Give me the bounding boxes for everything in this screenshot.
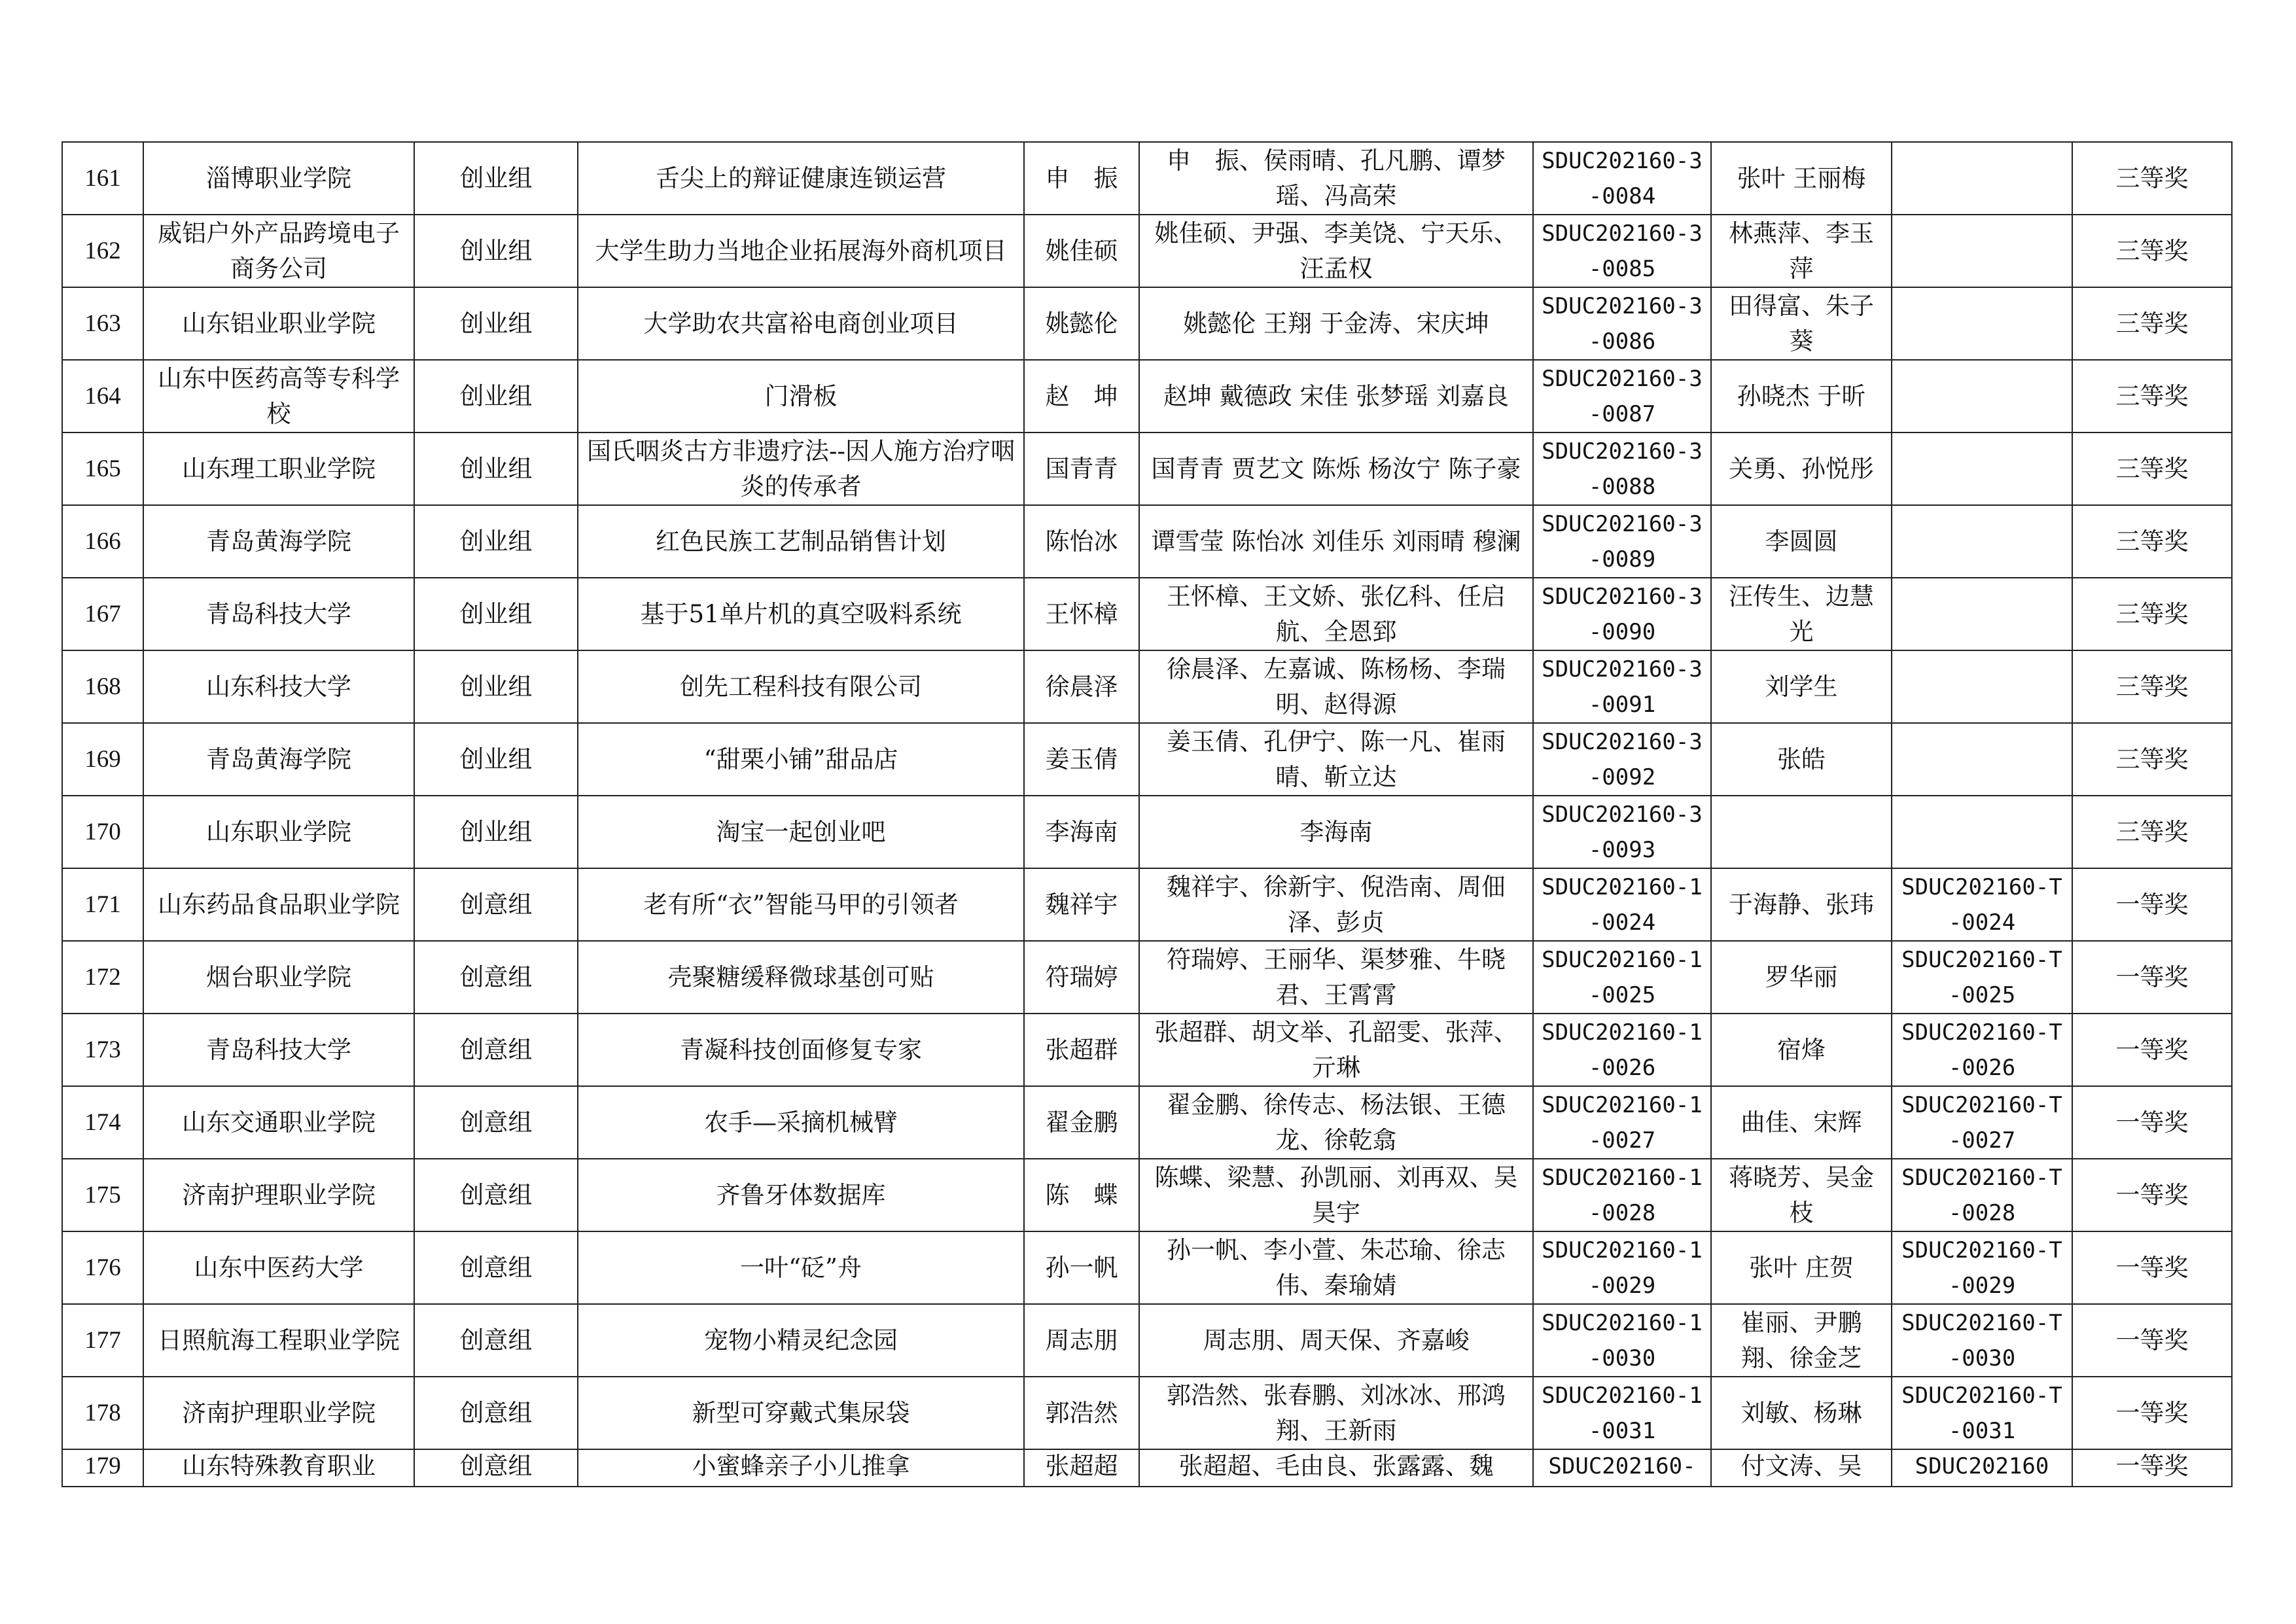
project-cell: 舌尖上的辩证健康连锁运营 [578, 142, 1024, 215]
advisor-code-cell: SDUC202160-T-0025 [1892, 941, 2072, 1014]
members-cell: 谭雪莹 陈怡冰 刘佳乐 刘雨晴 穆澜 [1139, 505, 1533, 578]
group-cell: 创意组 [414, 1449, 578, 1487]
leader-cell: 张超超 [1024, 1449, 1139, 1487]
advisor-cell: 宿烽 [1711, 1014, 1892, 1086]
project-cell: 宠物小精灵纪念园 [578, 1304, 1024, 1377]
project-code-cell: SDUC202160-1-0028 [1533, 1159, 1711, 1231]
award-cell: 三等奖 [2072, 432, 2232, 505]
members-cell: 国青青 贾艺文 陈烁 杨汝宁 陈子豪 [1139, 432, 1533, 505]
award-cell: 一等奖 [2072, 1159, 2232, 1231]
members-cell: 张超超、毛由良、张露露、魏 [1139, 1449, 1533, 1487]
school-cell: 青岛黄海学院 [143, 723, 414, 796]
members-cell: 符瑞婷、王丽华、渠梦雅、牛晓君、王霄霄 [1139, 941, 1533, 1014]
leader-cell: 符瑞婷 [1024, 941, 1139, 1014]
school-cell: 山东中医药大学 [143, 1231, 414, 1304]
group-cell: 创意组 [414, 1304, 578, 1377]
members-cell: 周志朋、周天保、齐嘉峻 [1139, 1304, 1533, 1377]
project-code-cell: SDUC202160-3-0092 [1533, 723, 1711, 796]
group-cell: 创业组 [414, 360, 578, 432]
group-cell: 创业组 [414, 578, 578, 650]
leader-cell: 国青青 [1024, 432, 1139, 505]
row-number-cell: 172 [62, 941, 143, 1014]
advisor-code-cell [1892, 723, 2072, 796]
project-cell: 青凝科技创面修复专家 [578, 1014, 1024, 1086]
leader-cell: 李海南 [1024, 796, 1139, 868]
project-cell: 齐鲁牙体数据库 [578, 1159, 1024, 1231]
project-code-cell: SDUC202160-1-0029 [1533, 1231, 1711, 1304]
row-number-cell: 173 [62, 1014, 143, 1086]
school-cell: 济南护理职业学院 [143, 1159, 414, 1231]
school-cell: 济南护理职业学院 [143, 1377, 414, 1449]
leader-cell: 孙一帆 [1024, 1231, 1139, 1304]
table-row [62, 1159, 2232, 1231]
school-cell: 淄博职业学院 [143, 142, 414, 215]
award-cell: 一等奖 [2072, 868, 2232, 941]
project-code-cell: SDUC202160-3-0088 [1533, 432, 1711, 505]
table-row [62, 1304, 2232, 1377]
advisor-code-cell: SDUC202160-T-0024 [1892, 868, 2072, 941]
project-cell: 壳聚糖缓释微球基创可贴 [578, 941, 1024, 1014]
group-cell: 创业组 [414, 796, 578, 868]
table-row [62, 360, 2232, 432]
award-cell: 一等奖 [2072, 1304, 2232, 1377]
leader-cell: 王怀樟 [1024, 578, 1139, 650]
row-number-cell: 171 [62, 868, 143, 941]
row-number-cell: 165 [62, 432, 143, 505]
advisor-code-cell [1892, 142, 2072, 215]
school-cell: 青岛科技大学 [143, 578, 414, 650]
row-number-cell: 161 [62, 142, 143, 215]
project-code-cell: SDUC202160-3-0091 [1533, 650, 1711, 723]
members-cell: 李海南 [1139, 796, 1533, 868]
project-cell: 一叶“砭”舟 [578, 1231, 1024, 1304]
members-cell: 翟金鹏、徐传志、杨法银、王德龙、徐乾翕 [1139, 1086, 1533, 1159]
award-cell: 三等奖 [2072, 650, 2232, 723]
row-number-cell: 179 [62, 1449, 143, 1487]
advisor-cell: 张叶 庄贺 [1711, 1231, 1892, 1304]
advisor-cell [1711, 796, 1892, 868]
project-cell: 红色民族工艺制品销售计划 [578, 505, 1024, 578]
group-cell: 创意组 [414, 868, 578, 941]
project-code-cell: SDUC202160-3-0084 [1533, 142, 1711, 215]
award-cell: 一等奖 [2072, 1231, 2232, 1304]
table-row [62, 215, 2232, 287]
project-cell: 大学助农共富裕电商创业项目 [578, 287, 1024, 360]
school-cell: 山东特殊教育职业 [143, 1449, 414, 1487]
award-cell: 一等奖 [2072, 1377, 2232, 1449]
leader-cell: 姚佳硕 [1024, 215, 1139, 287]
award-cell: 一等奖 [2072, 1086, 2232, 1159]
group-cell: 创业组 [414, 723, 578, 796]
project-cell: 创先工程科技有限公司 [578, 650, 1024, 723]
leader-cell: 魏祥宇 [1024, 868, 1139, 941]
advisor-cell: 崔丽、尹鹏翔、徐金芝 [1711, 1304, 1892, 1377]
school-cell: 山东交通职业学院 [143, 1086, 414, 1159]
group-cell: 创业组 [414, 432, 578, 505]
school-cell: 威铝户外产品跨境电子商务公司 [143, 215, 414, 287]
table-row [62, 578, 2232, 650]
advisor-code-cell [1892, 215, 2072, 287]
row-number-cell: 175 [62, 1159, 143, 1231]
table-row [62, 1231, 2232, 1304]
members-cell: 徐晨泽、左嘉诚、陈杨杨、李瑞明、赵得源 [1139, 650, 1533, 723]
school-cell: 烟台职业学院 [143, 941, 414, 1014]
table-row [62, 941, 2232, 1014]
table-row [62, 650, 2232, 723]
project-code-cell: SDUC202160-3-0090 [1533, 578, 1711, 650]
project-cell: 国氏咽炎古方非遗疗法--因人施方治疗咽炎的传承者 [578, 432, 1024, 505]
row-number-cell: 167 [62, 578, 143, 650]
leader-cell: 申 振 [1024, 142, 1139, 215]
table-row [62, 505, 2232, 578]
award-cell: 三等奖 [2072, 287, 2232, 360]
table-row [62, 1014, 2232, 1086]
project-cell: 淘宝一起创业吧 [578, 796, 1024, 868]
project-cell: 农手—采摘机械臂 [578, 1086, 1024, 1159]
group-cell: 创意组 [414, 1014, 578, 1086]
advisor-cell: 曲佳、宋辉 [1711, 1086, 1892, 1159]
advisor-cell: 于海静、张玮 [1711, 868, 1892, 941]
table-row [62, 1377, 2232, 1449]
row-number-cell: 166 [62, 505, 143, 578]
advisor-code-cell: SDUC202160-T-0030 [1892, 1304, 2072, 1377]
school-cell: 山东职业学院 [143, 796, 414, 868]
awards-table [62, 141, 2233, 1487]
group-cell: 创业组 [414, 505, 578, 578]
row-number-cell: 164 [62, 360, 143, 432]
project-cell: 老有所“衣”智能马甲的引领者 [578, 868, 1024, 941]
members-cell: 郭浩然、张春鹏、刘冰冰、邢鸿翔、王新雨 [1139, 1377, 1533, 1449]
advisor-code-cell [1892, 432, 2072, 505]
project-code-cell: SDUC202160- [1533, 1449, 1711, 1487]
advisor-code-cell [1892, 650, 2072, 723]
table-row [62, 142, 2232, 215]
row-number-cell: 162 [62, 215, 143, 287]
advisor-code-cell: SDUC202160-T-0028 [1892, 1159, 2072, 1231]
members-cell: 张超群、胡文举、孔韶雯、张萍、亓琳 [1139, 1014, 1533, 1086]
award-cell: 一等奖 [2072, 941, 2232, 1014]
advisor-cell: 林燕萍、李玉萍 [1711, 215, 1892, 287]
group-cell: 创意组 [414, 1231, 578, 1304]
members-cell: 姜玉倩、孔伊宁、陈一凡、崔雨晴、靳立达 [1139, 723, 1533, 796]
table-row [62, 1449, 2232, 1487]
award-cell: 三等奖 [2072, 215, 2232, 287]
table-row [62, 723, 2232, 796]
advisor-cell: 刘学生 [1711, 650, 1892, 723]
award-cell: 三等奖 [2072, 796, 2232, 868]
school-cell: 山东科技大学 [143, 650, 414, 723]
members-cell: 陈蝶、梁慧、孙凯丽、刘再双、吴昊宇 [1139, 1159, 1533, 1231]
table-row [62, 287, 2232, 360]
project-cell: 小蜜蜂亲子小儿推拿 [578, 1449, 1024, 1487]
leader-cell: 徐晨泽 [1024, 650, 1139, 723]
table-row [62, 1086, 2232, 1159]
award-cell: 三等奖 [2072, 360, 2232, 432]
advisor-code-cell [1892, 578, 2072, 650]
leader-cell: 陈怡冰 [1024, 505, 1139, 578]
project-code-cell: SDUC202160-1-0031 [1533, 1377, 1711, 1449]
row-number-cell: 174 [62, 1086, 143, 1159]
row-number-cell: 170 [62, 796, 143, 868]
members-cell: 姚懿伦 王翔 于金涛、宋庆坤 [1139, 287, 1533, 360]
school-cell: 青岛黄海学院 [143, 505, 414, 578]
project-code-cell: SDUC202160-3-0086 [1533, 287, 1711, 360]
row-number-cell: 169 [62, 723, 143, 796]
members-cell: 魏祥宇、徐新宇、倪浩南、周佃泽、彭贞 [1139, 868, 1533, 941]
project-cell: 基于51单片机的真空吸料系统 [578, 578, 1024, 650]
group-cell: 创意组 [414, 1377, 578, 1449]
project-cell: 新型可穿戴式集尿袋 [578, 1377, 1024, 1449]
project-code-cell: SDUC202160-1-0024 [1533, 868, 1711, 941]
leader-cell: 郭浩然 [1024, 1377, 1139, 1449]
row-number-cell: 163 [62, 287, 143, 360]
group-cell: 创意组 [414, 941, 578, 1014]
school-cell: 日照航海工程职业学院 [143, 1304, 414, 1377]
advisor-cell: 李圆圆 [1711, 505, 1892, 578]
school-cell: 山东药品食品职业学院 [143, 868, 414, 941]
leader-cell: 陈 蝶 [1024, 1159, 1139, 1231]
award-cell: 三等奖 [2072, 723, 2232, 796]
advisor-code-cell [1892, 505, 2072, 578]
table-row [62, 432, 2232, 505]
group-cell: 创业组 [414, 215, 578, 287]
members-cell: 姚佳硕、尹强、李美饶、宁天乐、汪孟权 [1139, 215, 1533, 287]
award-cell: 三等奖 [2072, 578, 2232, 650]
leader-cell: 赵 坤 [1024, 360, 1139, 432]
members-cell: 申 振、侯雨晴、孔凡鹏、谭梦瑶、冯高荣 [1139, 142, 1533, 215]
advisor-cell: 刘敏、杨琳 [1711, 1377, 1892, 1449]
advisor-cell: 蒋晓芳、吴金枝 [1711, 1159, 1892, 1231]
leader-cell: 翟金鹏 [1024, 1086, 1139, 1159]
group-cell: 创业组 [414, 287, 578, 360]
advisor-code-cell: SDUC202160-T-0026 [1892, 1014, 2072, 1086]
leader-cell: 姜玉倩 [1024, 723, 1139, 796]
members-cell: 王怀樟、王文娇、张亿科、任启航、全恩郅 [1139, 578, 1533, 650]
advisor-cell: 田得富、朱子葵 [1711, 287, 1892, 360]
project-cell: “甜栗小铺”甜品店 [578, 723, 1024, 796]
project-code-cell: SDUC202160-3-0089 [1533, 505, 1711, 578]
advisor-cell: 张叶 王丽梅 [1711, 142, 1892, 215]
row-number-cell: 178 [62, 1377, 143, 1449]
award-cell: 三等奖 [2072, 505, 2232, 578]
advisor-code-cell: SDUC202160-T-0029 [1892, 1231, 2072, 1304]
advisor-code-cell [1892, 287, 2072, 360]
project-cell: 门滑板 [578, 360, 1024, 432]
school-cell: 山东铝业职业学院 [143, 287, 414, 360]
project-code-cell: SDUC202160-1-0030 [1533, 1304, 1711, 1377]
project-code-cell: SDUC202160-1-0025 [1533, 941, 1711, 1014]
award-cell: 三等奖 [2072, 142, 2232, 215]
leader-cell: 张超群 [1024, 1014, 1139, 1086]
leader-cell: 周志朋 [1024, 1304, 1139, 1377]
group-cell: 创业组 [414, 142, 578, 215]
award-cell: 一等奖 [2072, 1449, 2232, 1487]
table-row [62, 796, 2232, 868]
group-cell: 创业组 [414, 650, 578, 723]
advisor-cell: 罗华丽 [1711, 941, 1892, 1014]
members-cell: 孙一帆、李小萱、朱芯瑜、徐志伟、秦瑜婧 [1139, 1231, 1533, 1304]
project-cell: 大学生助力当地企业拓展海外商机项目 [578, 215, 1024, 287]
project-code-cell: SDUC202160-3-0085 [1533, 215, 1711, 287]
row-number-cell: 168 [62, 650, 143, 723]
advisor-cell: 孙晓杰 于昕 [1711, 360, 1892, 432]
advisor-cell: 付文涛、吴 [1711, 1449, 1892, 1487]
school-cell: 青岛科技大学 [143, 1014, 414, 1086]
members-cell: 赵坤 戴德政 宋佳 张梦瑶 刘嘉良 [1139, 360, 1533, 432]
leader-cell: 姚懿伦 [1024, 287, 1139, 360]
advisor-code-cell: SDUC202160 [1892, 1449, 2072, 1487]
school-cell: 山东理工职业学院 [143, 432, 414, 505]
project-code-cell: SDUC202160-3-0087 [1533, 360, 1711, 432]
project-code-cell: SDUC202160-1-0026 [1533, 1014, 1711, 1086]
award-cell: 一等奖 [2072, 1014, 2232, 1086]
table-body [62, 142, 2232, 1487]
table-row [62, 868, 2232, 941]
advisor-code-cell [1892, 360, 2072, 432]
advisor-code-cell: SDUC202160-T-0031 [1892, 1377, 2072, 1449]
project-code-cell: SDUC202160-3-0093 [1533, 796, 1711, 868]
school-cell: 山东中医药高等专科学校 [143, 360, 414, 432]
group-cell: 创意组 [414, 1159, 578, 1231]
advisor-code-cell: SDUC202160-T-0027 [1892, 1086, 2072, 1159]
row-number-cell: 177 [62, 1304, 143, 1377]
advisor-cell: 汪传生、边慧光 [1711, 578, 1892, 650]
advisor-cell: 张皓 [1711, 723, 1892, 796]
advisor-code-cell [1892, 796, 2072, 868]
project-code-cell: SDUC202160-1-0027 [1533, 1086, 1711, 1159]
group-cell: 创意组 [414, 1086, 578, 1159]
advisor-cell: 关勇、孙悦彤 [1711, 432, 1892, 505]
row-number-cell: 176 [62, 1231, 143, 1304]
